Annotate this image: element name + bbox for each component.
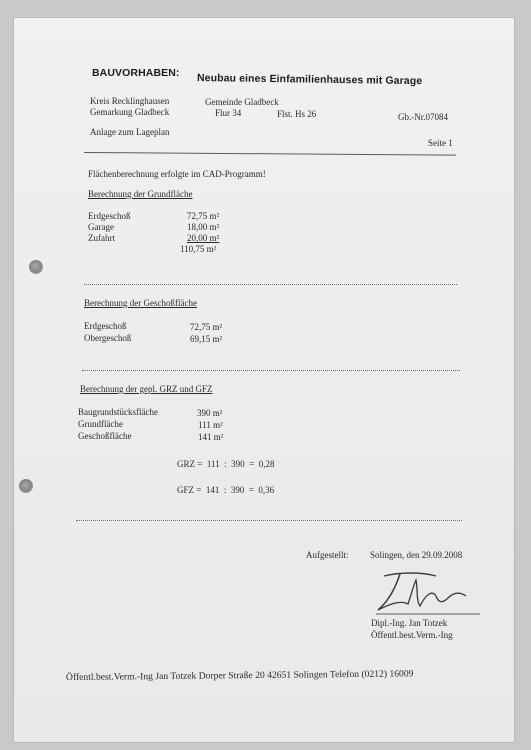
section-divider-3	[76, 520, 462, 521]
punch-hole-top	[29, 260, 43, 274]
address-footer: Öffentl.best.Verm.-Ing Jan Totzek Dorper Straße 20 42651 Solingen Telefon (0212) 16009	[65, 668, 414, 683]
grz-value-geschossflaeche: 141 m²	[198, 432, 224, 442]
page-number: Seite 1	[428, 138, 453, 148]
intro-text: Flächenberechnung erfolgte im CAD-Programm!	[88, 169, 266, 179]
signature-image	[370, 570, 480, 616]
aufgestellt-label: Aufgestellt:	[306, 550, 349, 560]
grz-label-grundflaeche: Grundfläche	[78, 419, 123, 429]
geschossflaeche-label-erdgeschoss: Erdgeschoß	[84, 321, 127, 331]
geschossflaeche-label-obergeschoss: Obergeschoß	[84, 333, 132, 343]
grundflaeche-label-erdgeschoss: Erdgeschoß	[88, 211, 131, 221]
gemeinde-text: Gemeinde Gladbeck	[205, 97, 279, 107]
grundbuch-number: Gb.-Nr.07084	[398, 112, 448, 122]
engineer-name: Dipl.-Ing. Jan Totzek	[371, 618, 448, 628]
project-label: BAUVORHABEN:	[92, 67, 180, 79]
section-divider-1	[84, 284, 457, 285]
flur-text: Flur 34	[215, 108, 242, 118]
kreis-text: Kreis Recklinghausen	[90, 96, 170, 106]
grundflaeche-label-zufahrt: Zufahrt	[88, 233, 115, 243]
punch-hole-bottom	[19, 479, 33, 493]
grundflaeche-value-garage: 18,00 m²	[187, 222, 220, 232]
gfz-formula: GFZ = 141 : 390 = 0,36	[177, 485, 275, 495]
grundflaeche-heading: Berechnung der Grundfläche	[88, 189, 193, 199]
grz-value-baugrundstueck: 390 m²	[197, 408, 223, 418]
aufgestellt-value: Solingen, den 29.09.2008	[370, 550, 463, 560]
section-divider-2	[82, 370, 460, 371]
grz-gfz-heading: Berechnung der gepl. GRZ und GFZ	[80, 384, 213, 394]
grz-formula: GRZ = 111 : 390 = 0,28	[177, 459, 275, 469]
geschossflaeche-heading: Berechnung der Geschoßfläche	[84, 298, 197, 308]
grundflaeche-total: 110,75 m²	[180, 244, 217, 254]
flurstueck-text: Flst. Hs 26	[277, 109, 317, 119]
anlage-text: Anlage zum Lageplan	[90, 127, 170, 137]
geschossflaeche-value-obergeschoss: 69,15 m²	[190, 334, 223, 344]
document-page	[14, 18, 514, 742]
grz-label-baugrundstueck: Baugrundstücksfläche	[78, 407, 158, 417]
grundflaeche-label-garage: Garage	[88, 222, 114, 232]
grundflaeche-value-erdgeschoss: 72,75 m²	[187, 211, 220, 221]
header-divider	[84, 152, 456, 156]
grz-label-geschossflaeche: Geschoßfläche	[78, 431, 132, 441]
engineer-role: Öffentl.best.Verm.-Ing	[371, 630, 453, 640]
grundflaeche-value-zufahrt: 20,00 m²	[187, 233, 220, 243]
grz-value-grundflaeche: 111 m²	[198, 420, 223, 430]
geschossflaeche-value-erdgeschoss: 72,75 m²	[190, 322, 223, 332]
project-title: Neubau eines Einfamilienhauses mit Garage	[196, 72, 423, 88]
gemarkung-text: Gemarkung Gladbeck	[90, 107, 170, 117]
